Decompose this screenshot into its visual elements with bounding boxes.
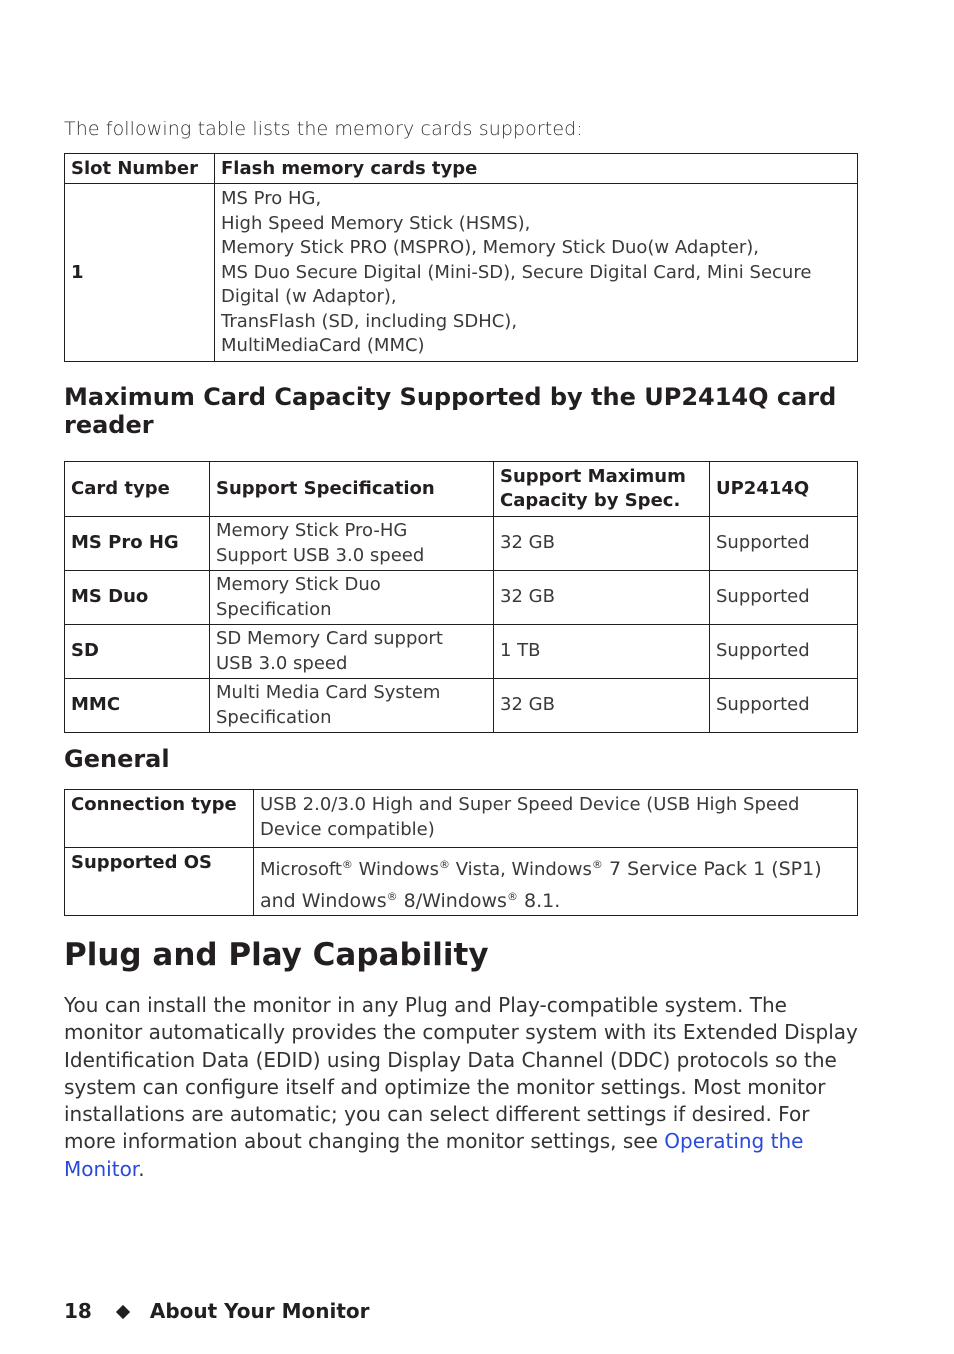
table-row [65, 848, 858, 916]
supported-os-value: Microsoft® Windows® Vista, Windows® 7 Service Pack 1 (SP1) and Windows® 8/Windows® 8.1. [254, 848, 858, 916]
footer-section-title: About Your Monitor [149, 1299, 370, 1323]
column-header: Card type [65, 462, 210, 517]
column-header: UP2414Q [710, 462, 858, 517]
card-type-cell: MS Pro HG [65, 517, 210, 571]
column-header: Support Specification [210, 462, 494, 517]
capacity-cell: 32 GB [494, 679, 710, 733]
card-type-cell: MS Duo [65, 571, 210, 625]
general-table [64, 789, 858, 916]
header-line: Support Maximum [500, 466, 686, 487]
status-cell: Supported [710, 517, 858, 571]
table-header-row [65, 462, 858, 517]
pnp-heading: Plug and Play Capability [64, 937, 489, 973]
card-type-line: Memory Stick PRO (MSPRO), Memory Stick Duo(w Adapter), [221, 237, 760, 258]
slot-number-cell: 1 [65, 184, 215, 362]
card-type-cell: MMC [65, 679, 210, 733]
spec-cell: Memory Stick Duo Specification [210, 571, 494, 625]
column-header [494, 462, 710, 517]
column-header: Flash memory cards type [215, 154, 858, 184]
capacity-cell: 32 GB [494, 571, 710, 625]
table-row [65, 679, 858, 733]
card-type-line: High Speed Memory Stick (HSMS), [221, 212, 531, 234]
capacity-cell: 1 TB [494, 625, 710, 679]
heading-line: reader [64, 411, 154, 439]
card-type-line: MS Pro HG, [221, 188, 322, 209]
status-cell: Supported [710, 625, 858, 679]
card-type-line: Digital (w Adaptor), [221, 286, 397, 307]
table-row [65, 571, 858, 625]
card-type-line: TransFlash (SD, including SDHC), [221, 310, 518, 332]
operating-monitor-link[interactable]: Operating the Monitor [64, 1129, 804, 1181]
table-row [65, 625, 858, 679]
page-footer [64, 1299, 370, 1323]
table-row [65, 184, 858, 362]
general-heading: General [64, 745, 170, 773]
table-header-row [65, 154, 858, 184]
intro-text: The following table lists the memory cards supported: [64, 118, 583, 140]
spec-cell: SD Memory Card support USB 3.0 speed [210, 625, 494, 679]
spec-cell: Memory Stick Pro-HG Support USB 3.0 speed [210, 517, 494, 571]
heading-line: Maximum Card Capacity Supported by the UP2414Q card [64, 383, 837, 411]
card-types-cell [215, 184, 858, 362]
status-cell: Supported [710, 571, 858, 625]
status-cell: Supported [710, 679, 858, 733]
spec-cell: Multi Media Card System Specification [210, 679, 494, 733]
table-row [65, 790, 858, 848]
connection-type-label: Connection type [65, 790, 254, 848]
card-type-cell: SD [65, 625, 210, 679]
capacity-cell: 32 GB [494, 517, 710, 571]
capacity-heading [64, 383, 836, 439]
paragraph-text: You can install the monitor in any Plug and Play-compatible system. The monitor automatically provides the computer system with its Extended Display Identification Data (EDID) using Display Data Channel (DDC) protocols so the system can configure itself and optimize the monitor settings. Most monitor installations are automatic; you can select different settings if desired. For more information about changing the monitor settings, see [64, 993, 858, 1154]
pnp-paragraph: You can install the monitor in any Plug and Play-compatible system. The monitor automatically provides the computer system with its Extended Display Identification Data (EDID) using Display Data Channel (DDC) protocols so the system can configure itself and optimize the monitor settings. Most monitor installations are automatic; you can select different settings if desired. For more information about changing the monitor settings, see Operating the Monitor. [64, 993, 858, 1181]
supported-os-label: Supported OS [65, 848, 254, 916]
page-number: 18 [64, 1299, 92, 1323]
table-row [65, 517, 858, 571]
capacity-table [64, 461, 858, 733]
column-header: Slot Number [65, 154, 215, 184]
memory-cards-table [64, 153, 858, 362]
header-line: Capacity by Spec. [500, 490, 681, 511]
card-type-line: MS Duo Secure Digital (Mini-SD), Secure Digital Card, Mini Secure [221, 261, 812, 283]
card-type-line: MultiMediaCard (MMC) [221, 335, 425, 356]
connection-type-value: USB 2.0/3.0 High and Super Speed Device (USB High Speed Device compatible) [254, 790, 858, 848]
diamond-icon [116, 1304, 130, 1318]
